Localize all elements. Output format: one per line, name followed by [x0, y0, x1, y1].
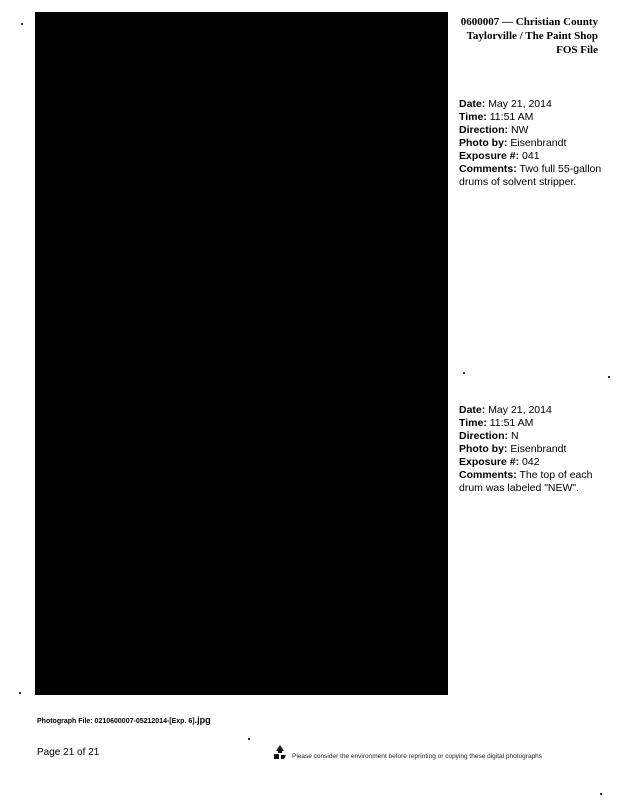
- page-number: Page 21 of 21: [37, 747, 100, 758]
- exposure-value: 042: [522, 456, 540, 468]
- exposure-value: 041: [522, 150, 540, 162]
- scan-speck: [463, 372, 465, 374]
- direction-label: Direction:: [459, 124, 509, 136]
- scan-speck: [600, 793, 602, 795]
- comments-label: Comments:: [459, 163, 517, 175]
- header-line-site-id: 0600007 — Christian County: [460, 16, 598, 28]
- photo-by-value: Eisenbrandt: [510, 137, 567, 149]
- photo-caption-1: [459, 98, 609, 189]
- caption-time-row: [459, 417, 609, 430]
- direction-value: NW: [510, 124, 529, 136]
- date-label: Date:: [459, 404, 486, 416]
- time-value: 11:51 AM: [489, 111, 534, 123]
- comments-value: Two full 55-gallon drums of solvent stripper.: [459, 163, 602, 188]
- exposure-label: Exposure #:: [459, 456, 520, 468]
- time-label: Time:: [459, 111, 487, 123]
- environment-notice-text: Please consider the environment before reprinting or copying these digital photographs: [292, 753, 543, 760]
- caption-photo-by-row: [459, 137, 609, 150]
- caption-comments-row: [459, 163, 609, 189]
- direction-label: Direction:: [459, 430, 509, 442]
- scan-speck: [608, 376, 610, 378]
- header-line-location: Taylorville / The Paint Shop: [466, 30, 598, 42]
- scan-speck: [19, 692, 21, 694]
- scan-speck: [21, 23, 23, 25]
- caption-date-row: [459, 404, 609, 417]
- photo-caption-2: [459, 404, 609, 495]
- direction-value: N: [510, 430, 519, 442]
- comments-label: Comments:: [459, 469, 517, 481]
- date-value: May 21, 2014: [488, 98, 552, 110]
- photo-file-extension: .jpg: [194, 715, 211, 725]
- photo-by-label: Photo by:: [459, 137, 508, 149]
- header-line-file: FOS File: [556, 44, 598, 56]
- time-value: 11:51 AM: [489, 417, 534, 429]
- caption-direction-row: [459, 124, 609, 137]
- caption-exposure-row: [459, 150, 609, 163]
- recycle-icon: [272, 744, 288, 760]
- redacted-photographs-block: [35, 12, 448, 695]
- comments-value: The top of each drum was labeled "NEW".: [459, 469, 593, 494]
- caption-direction-row: [459, 430, 609, 443]
- caption-time-row: [459, 111, 609, 124]
- scan-speck: [248, 738, 250, 740]
- date-label: Date:: [459, 98, 486, 110]
- exposure-label: Exposure #:: [459, 150, 520, 162]
- environment-notice: [272, 740, 542, 760]
- caption-photo-by-row: [459, 443, 609, 456]
- caption-exposure-row: [459, 456, 609, 469]
- time-label: Time:: [459, 417, 487, 429]
- photograph-file-name: [37, 715, 211, 725]
- caption-comments-row: [459, 469, 609, 495]
- photo-by-label: Photo by:: [459, 443, 508, 455]
- photo-by-value: Eisenbrandt: [510, 443, 567, 455]
- caption-date-row: [459, 98, 609, 111]
- date-value: May 21, 2014: [488, 404, 552, 416]
- photo-file-text: Photograph File: 0210600007-05212014-[Exp. 6]: [37, 718, 195, 725]
